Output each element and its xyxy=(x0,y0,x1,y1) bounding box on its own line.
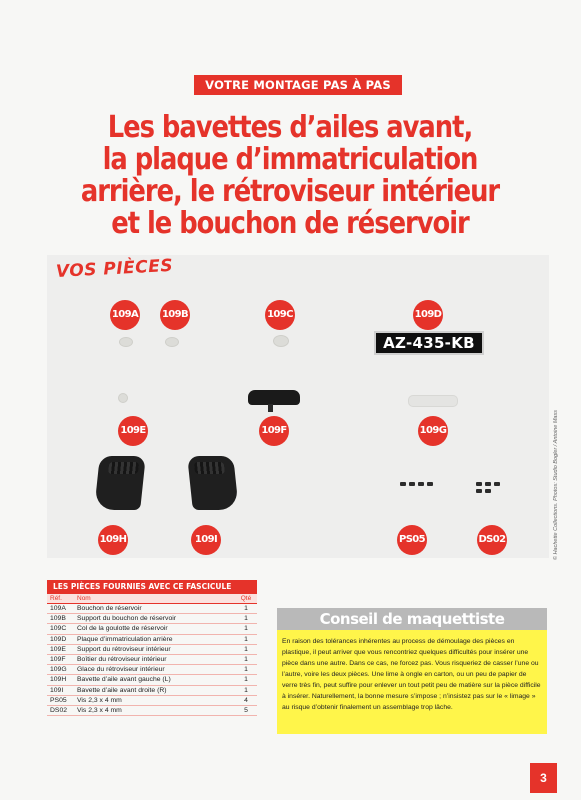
title-line: la plaque d’immatriculation xyxy=(102,142,478,177)
part-109f-image xyxy=(248,390,300,405)
row-qte: 4 xyxy=(244,696,248,704)
part-ps05-image xyxy=(400,482,440,486)
part-label-109g: 109G xyxy=(418,416,448,446)
row-nom: Plaque d’immatriculation arrière xyxy=(77,635,173,643)
flap-ribs xyxy=(108,462,139,474)
part-label-109c: 109C xyxy=(265,300,295,330)
part-109a-image xyxy=(119,337,133,347)
row-ref: 109A xyxy=(50,605,66,612)
table-row xyxy=(47,624,257,634)
row-qte: 1 xyxy=(244,645,248,653)
row-nom: Bavette d’aile avant droite (R) xyxy=(77,686,167,694)
part-label-109h: 109H xyxy=(98,525,128,555)
table-row xyxy=(47,635,257,645)
row-ref: 109B xyxy=(50,615,66,623)
row-qte: 1 xyxy=(244,625,248,633)
table-row xyxy=(47,686,257,696)
page-title xyxy=(66,112,513,240)
title-line: et le bouchon de réservoir xyxy=(111,206,469,241)
part-109c-image xyxy=(273,335,289,347)
table-row xyxy=(47,706,257,716)
row-ref: 109H xyxy=(50,676,67,684)
row-qte: 1 xyxy=(244,676,248,684)
table-row xyxy=(47,696,257,706)
table-row xyxy=(47,604,257,614)
row-qte: 1 xyxy=(244,666,248,674)
title-line: Les bavettes d’ailes avant, xyxy=(107,110,473,145)
row-ref: DS02 xyxy=(50,706,68,714)
row-ref: 109G xyxy=(50,666,67,674)
table-row xyxy=(47,614,257,624)
row-nom: Boîtier du rétroviseur intérieur xyxy=(77,655,167,663)
table-row xyxy=(47,645,257,655)
parts-table-body xyxy=(47,604,257,716)
part-label-109b: 109B xyxy=(160,300,190,330)
mirror-stem xyxy=(268,404,273,412)
row-qte: 1 xyxy=(244,615,248,623)
parts-table-columns xyxy=(47,594,257,604)
row-nom: Support du rétroviseur intérieur xyxy=(77,645,171,653)
row-nom: Vis 2,3 x 4 mm xyxy=(77,706,122,714)
row-ref: 109D xyxy=(50,635,67,643)
part-109e-image xyxy=(118,393,128,403)
part-label-109a: 109A xyxy=(110,300,140,330)
photo-credit: © Hachette Collections. Photos: Studio Bogler / Antoine Mass xyxy=(553,410,559,560)
row-ref: 109I xyxy=(50,686,64,694)
table-row xyxy=(47,665,257,675)
title-line: arrière, le rétroviseur intérieur xyxy=(80,174,500,209)
parts-table-header: LES PIÈCES FOURNIES AVEC CE FASCICULE xyxy=(47,580,257,594)
parts-photo-heading: VOS PIÈCES xyxy=(55,255,174,282)
column-ref: Réf. xyxy=(50,595,62,602)
row-nom: Bavette d’aile avant gauche (L) xyxy=(77,676,171,684)
section-banner: VOTRE MONTAGE PAS À PAS xyxy=(194,75,402,95)
row-ref: 109F xyxy=(50,655,66,663)
row-qte: 1 xyxy=(244,635,248,643)
row-qte: 1 xyxy=(244,686,248,694)
table-row xyxy=(47,675,257,685)
row-qte: 5 xyxy=(244,706,248,714)
part-label-109i: 109I xyxy=(191,525,221,555)
row-nom: Glace du rétroviseur intérieur xyxy=(77,666,165,674)
row-nom: Col de la goulotte de réservoir xyxy=(77,625,168,633)
advice-title: Conseil de maquettiste xyxy=(277,608,547,630)
part-109g-image xyxy=(408,395,458,407)
column-qte: Qté xyxy=(240,595,252,602)
parts-table xyxy=(47,580,257,716)
part-label-ps05: PS05 xyxy=(397,525,427,555)
table-row xyxy=(47,655,257,665)
row-ref: 109E xyxy=(50,645,66,653)
part-109b-image xyxy=(165,337,179,347)
part-label-109d: 109D xyxy=(413,300,443,330)
flap-ribs xyxy=(194,462,225,474)
row-nom: Vis 2,3 x 4 mm xyxy=(77,696,122,704)
part-ds02-image xyxy=(476,482,508,493)
advice-text: En raison des tolérances inhérentes au process de démoulage des pièces en plastique, il peut arriver que vous rencontriez quelques difficultés pour insérer une pièce dans une autre. Dans ce cas, ne forcez pas. Vous risqueriez de casser l’une ou l’autre, voire les deux pièces. Une lime à ongle en carton, ou un peu de papier de verre très fin, peut suffire pour enlever un tout petit peu de matière sur la pièce difficile à insérer. Naturellement, la bonne mesure s’impose ; n’insistez pas sur le « limage » au risque d’obtenir finalement un assemblage trop lâche. xyxy=(277,630,547,734)
row-ref: PS05 xyxy=(50,696,67,704)
part-label-109f: 109F xyxy=(259,416,289,446)
row-qte: 1 xyxy=(244,605,248,612)
part-label-109e: 109E xyxy=(118,416,148,446)
part-109i-image xyxy=(187,456,239,510)
license-plate: AZ-435-KB xyxy=(374,331,484,355)
row-nom: Bouchon de réservoir xyxy=(77,605,142,612)
page-number: 3 xyxy=(530,763,557,793)
row-ref: 109C xyxy=(50,625,67,633)
row-qte: 1 xyxy=(244,655,248,663)
part-label-ds02: DS02 xyxy=(477,525,507,555)
row-nom: Support du bouchon de réservoir xyxy=(77,615,176,623)
part-109h-image xyxy=(94,456,146,510)
column-nom: Nom xyxy=(77,595,91,602)
